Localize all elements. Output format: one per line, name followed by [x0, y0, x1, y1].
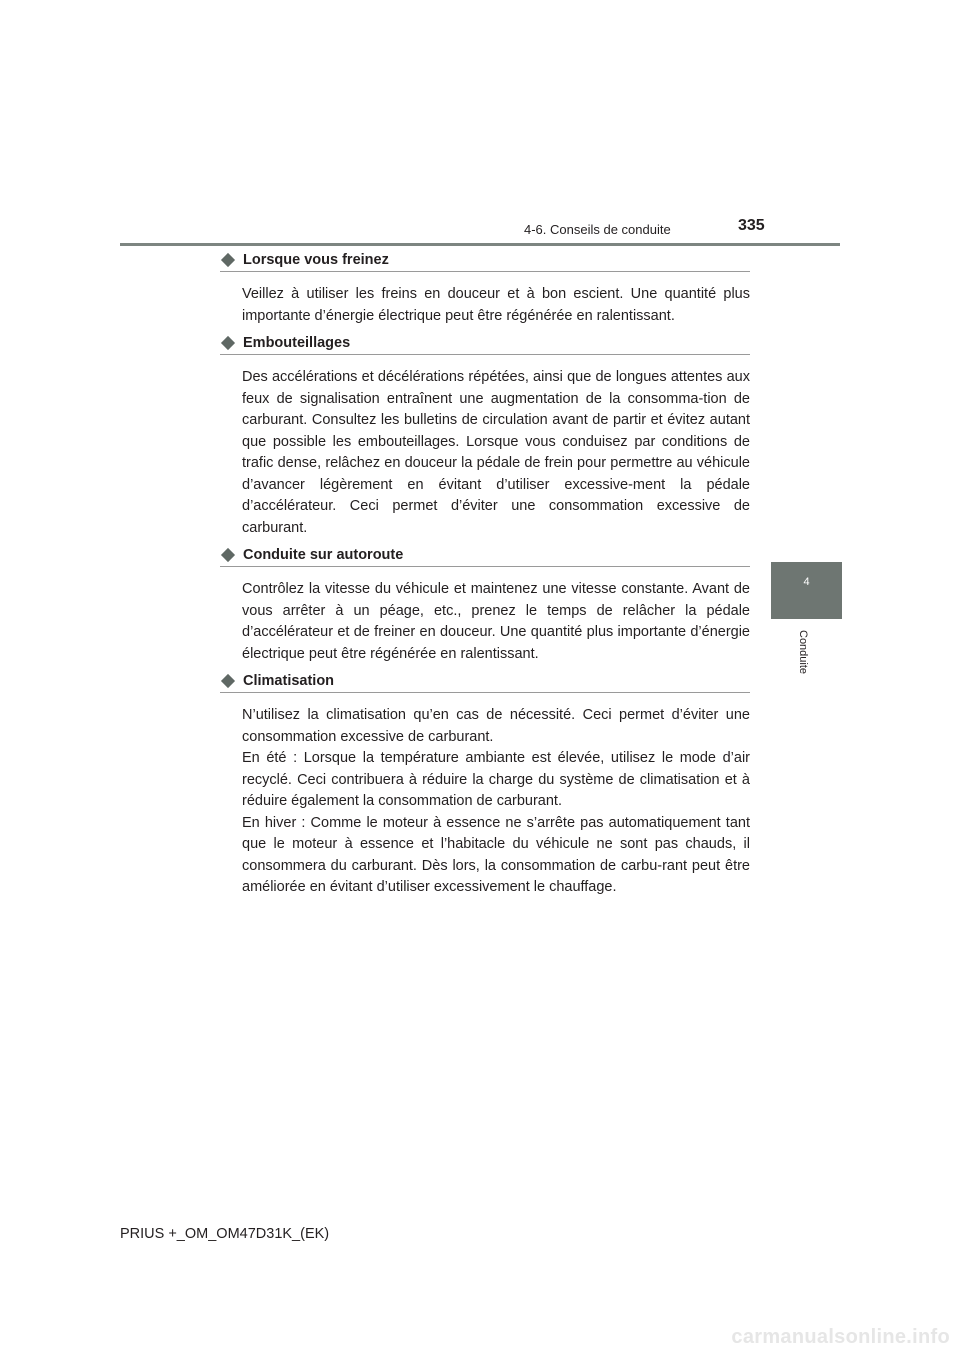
- paragraph: En hiver : Comme le moteur à essence ne s’arrête pas automatiquement tant que le moteur à essence et l’habitacle du véhicule ne sont pas chauds, il consommera du carburant. Dès lors, la consommation de carbu-rant peut être améliorée en évitant d’utiliser excessivement le chauffage.: [242, 814, 750, 895]
- diamond-bullet-icon: [221, 674, 235, 688]
- paragraph: N’utilisez la climatisation qu’en cas de nécessité. Ceci permet d’éviter une consommation excessive de carburant.: [242, 707, 750, 745]
- page-content: [220, 252, 750, 907]
- paragraph: En été : Lorsque la température ambiante est élevée, utilisez le mode d’air recyclé. Ceci contribuera à réduire la charge du système de climatisation et à réduire également la consommation de carburant.: [242, 750, 750, 809]
- chapter-label: Conduite: [797, 630, 809, 675]
- section-header: 4-6. Conseils de conduite: [524, 222, 671, 237]
- heading-text: Climatisation: [243, 673, 335, 689]
- section-heading: [220, 547, 750, 567]
- heading-text: Embouteillages: [243, 335, 351, 351]
- section-air-conditioning: [220, 673, 750, 899]
- header-divider: [120, 243, 840, 246]
- chapter-number: 4: [803, 576, 810, 588]
- paragraph: Contrôlez la vitesse du véhicule et maintenez une vitesse constante. Avant de vous arrêter à un péage, etc., prenez le temps de relâcher la pédale d’accélérateur et de freiner en douceur. Une quantité plus importante d’énergie électrique peut être régénérée en ralentissant.: [242, 581, 750, 662]
- watermark: carmanualsonline.info: [731, 1326, 950, 1348]
- section-braking: [220, 252, 750, 327]
- heading-text: Lorsque vous freinez: [243, 252, 389, 268]
- heading-text: Conduite sur autoroute: [243, 547, 404, 563]
- section-heading: [220, 252, 750, 272]
- page-number: 335: [738, 217, 765, 234]
- section-highway: [220, 547, 750, 665]
- chapter-tab: [771, 562, 842, 619]
- paragraph: Des accélérations et décélérations répétées, ainsi que de longues attentes aux feux de signalisation entraînent une augmentation de la consomma-tion de carburant. Consultez les bulletins de circulation avant de partir et évitez autant que possible les embouteillages. Lorsque vous conduisez par conditions de trafic dense, relâchez en douceur la pédale de frein pour permettre au véhicule d’avancer légèrement en évitant d’utiliser excessive-ment la pédale d’accélérateur. Ceci permet d’éviter une consommation excessive de carburant.: [242, 369, 750, 536]
- paragraph: Veillez à utiliser les freins en douceur et à bon escient. Une quantité plus importante d’énergie électrique peut être régénérée en ralentissant.: [242, 286, 750, 324]
- diamond-bullet-icon: [221, 336, 235, 350]
- diamond-bullet-icon: [221, 548, 235, 562]
- section-traffic-jams: [220, 335, 750, 539]
- document-code: PRIUS +_OM_OM47D31K_(EK): [120, 1226, 330, 1242]
- diamond-bullet-icon: [221, 253, 235, 267]
- section-heading: [220, 673, 750, 693]
- section-heading: [220, 335, 750, 355]
